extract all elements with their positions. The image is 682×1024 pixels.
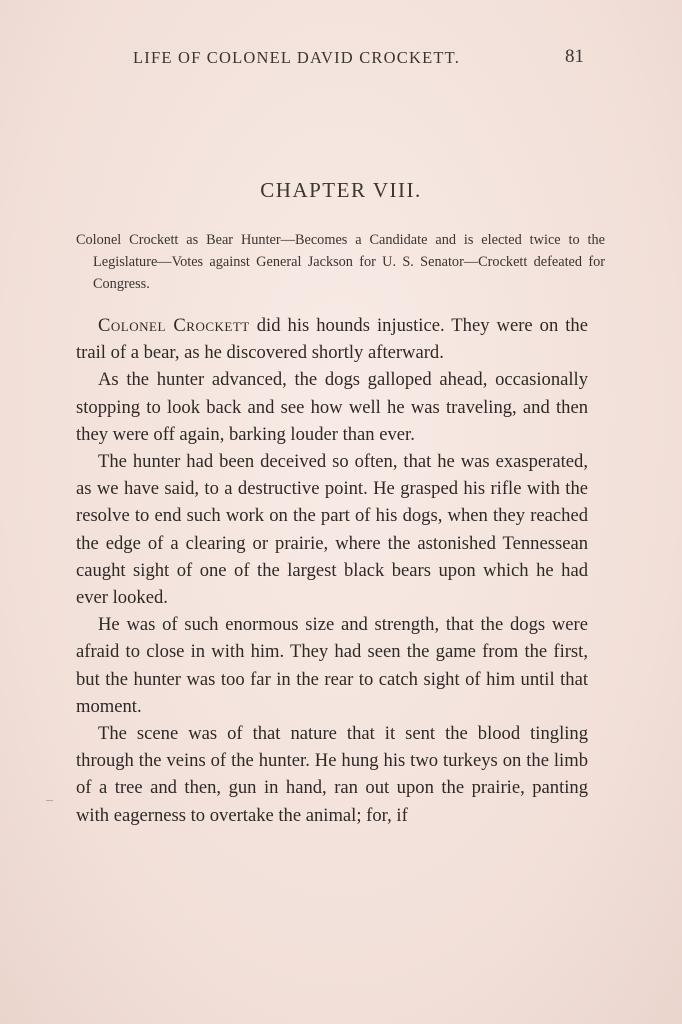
paragraph-3: The hunter had been deceived so often, that he was exasperated, as we have said, to a destructive point. He grasped his rifle with the resolve to end such work on the part of his dogs, when they reached the edge of a clearing or prairie, where the astonished Tennessean caught sight of one of the largest black bears upon which he had ever looked. bbox=[76, 451, 588, 609]
paragraph-1-text: did his hounds injustice. They were on the trail of a bear, as he discovered shortly afterward. bbox=[76, 315, 588, 364]
paragraph-1 bbox=[76, 312, 588, 366]
running-head bbox=[133, 48, 584, 68]
page-number: 81 bbox=[565, 46, 584, 67]
margin-mark bbox=[46, 800, 53, 801]
paragraph-2: As the hunter advanced, the dogs galloped ahead, occasionally stopping to look back and see how well he was traveling, and then they were off again, barking louder than ever. bbox=[76, 369, 588, 445]
chapter-title: CHAPTER VIII. bbox=[260, 178, 422, 202]
paragraph-5: The scene was of that nature that it sent the blood tingling through the veins of the hunter. He hung his two turkeys on the limb of a tree and then, gun in hand, ran out upon the prairie, panting with eagerness to overtake the animal; for, if bbox=[76, 723, 588, 826]
paragraph-1-lead: Colonel Crockett bbox=[98, 315, 250, 336]
running-head-title: LIFE OF COLONEL DAVID CROCKETT. bbox=[133, 48, 461, 67]
paragraph-4: He was of such enormous size and strength, that the dogs were afraid to close in with him. They had seen the game from the first, but the hunter was too far in the rear to catch sight of him until that moment. bbox=[76, 614, 588, 717]
chapter-summary: Colonel Crockett as Bear Hunter—Becomes a Candidate and is elected twice to the Legislature—Votes against General Jackson for U. S. Senator—Crockett defeated for Congress. bbox=[76, 232, 605, 292]
body-text bbox=[76, 312, 588, 829]
